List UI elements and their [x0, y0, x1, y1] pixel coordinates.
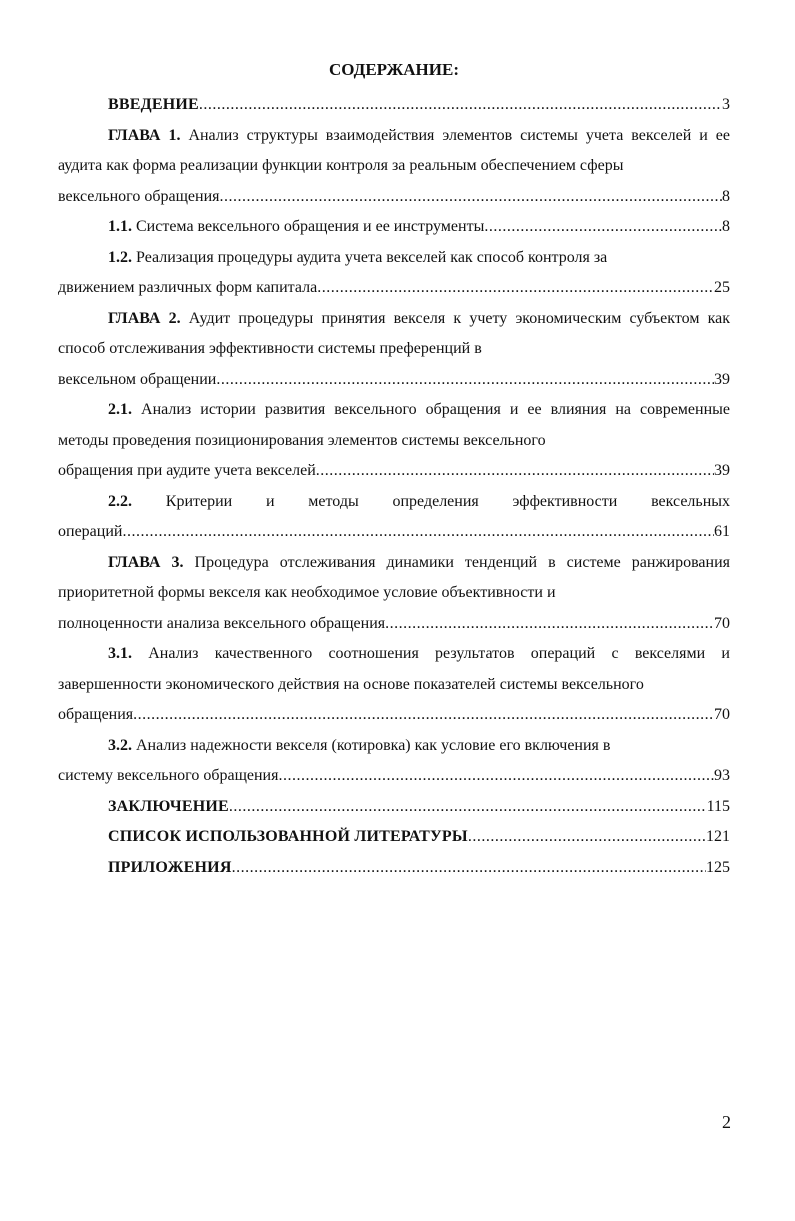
toc-page-number: 39 — [714, 370, 730, 388]
toc-entry-text-block — [58, 121, 730, 182]
leader-dots — [316, 456, 714, 487]
toc-entry-appendix[interactable] — [58, 853, 730, 884]
toc-entry-last-line — [58, 517, 730, 548]
toc-entry-text-block — [58, 731, 730, 762]
chapter-title-tail: вексельном обращении — [58, 370, 217, 388]
toc-entry-last-line — [58, 365, 730, 396]
section-title: Анализ качественного соотношения результатов операций с векселями и завершенности экономического действия на основе показателей системы вексельного — [58, 645, 730, 693]
chapter-title: Аудит процедуры принятия векселя к учету экономическим субъектом как способ отслеживания эффективности системы преференций в — [58, 309, 731, 357]
section-number: 3.2. — [108, 736, 132, 754]
chapter-number: ГЛАВА 1. — [108, 126, 181, 144]
toc-entry-text-block — [58, 395, 730, 456]
toc-entry-text-block — [58, 548, 730, 609]
section-title: Анализ истории развития вексельного обращения и ее влияния на современные методы проведения позиционирования элементов системы вексельного — [58, 401, 730, 449]
section-title: Система вексельного обращения и ее инструменты — [136, 218, 485, 235]
section-number: 2.1. — [108, 401, 132, 418]
toc-entry-text-block — [58, 487, 730, 518]
toc-entry-section-2-2[interactable] — [58, 487, 730, 548]
toc-entry-chapter-2[interactable] — [58, 304, 730, 396]
toc-entry-last-line — [58, 456, 730, 487]
leader-dots — [468, 822, 706, 853]
toc-page-number: 39 — [714, 462, 730, 479]
leader-dots — [199, 90, 722, 121]
toc-page-number: 93 — [714, 767, 730, 784]
toc-entry-text-block — [58, 243, 730, 274]
toc-entry-intro[interactable] — [58, 90, 730, 121]
leader-dots — [216, 365, 714, 396]
leader-dots — [278, 761, 714, 792]
chapter-number: ГЛАВА 2. — [108, 309, 181, 327]
leader-dots — [317, 273, 714, 304]
toc-entry-last-line — [58, 273, 730, 304]
toc-entry-last-line — [58, 182, 730, 213]
toc-entry-chapter-3[interactable] — [58, 548, 730, 640]
section-title-tail: движением различных форм капитала — [58, 279, 318, 296]
section-title-tail: операций — [58, 523, 123, 540]
section-number: 3.1. — [108, 645, 132, 662]
section-number: 1.2. — [108, 248, 132, 266]
leader-dots — [133, 700, 714, 731]
toc-entry-literature[interactable] — [58, 822, 730, 853]
toc-entry-label: СПИСОК ИСПОЛЬЗОВАННОЙ ЛИТЕРАТУРЫ — [108, 828, 468, 845]
chapter-title: Анализ структуры взаимодействия элементов системы учета векселей и ее аудита как форма реализации функции контроля за реальным обеспечением сферы — [58, 126, 730, 174]
toc-page-number: 8 — [722, 187, 730, 205]
section-number: 2.2. — [108, 492, 132, 510]
page-number: 2 — [722, 1112, 731, 1132]
toc-page-number: 121 — [706, 828, 730, 845]
section-title: Реализация процедуры аудита учета векселей как способ контроля за — [136, 248, 608, 266]
leader-dots — [385, 609, 714, 640]
toc-entry-text-block — [58, 304, 730, 365]
toc-entry-section-1-1[interactable] — [58, 212, 730, 243]
toc-entry-last-line — [58, 700, 730, 731]
leader-dots — [220, 182, 723, 213]
toc-page-number: 70 — [714, 614, 730, 632]
chapter-title: Процедура отслеживания динамики тенденций в системе ранжирования приоритетной формы векселя как необходимое условие объективности и — [58, 553, 730, 601]
toc-entry-last-line — [58, 761, 730, 792]
section-title-tail: обращения — [58, 706, 134, 723]
chapter-title-tail: полноценности анализа вексельного обращения — [58, 614, 386, 632]
toc-entry-label — [108, 212, 484, 243]
table-of-contents — [58, 58, 730, 883]
chapter-title-tail: вексельного обращения — [58, 187, 220, 205]
toc-entry-label: ЗАКЛЮЧЕНИЕ — [108, 797, 229, 815]
toc-page-number: 8 — [722, 218, 730, 235]
toc-entry-last-line — [58, 609, 730, 640]
toc-page-number: 61 — [714, 523, 730, 540]
toc-page-number: 3 — [722, 96, 730, 113]
section-title-tail: систему вексельного обращения — [58, 767, 279, 784]
leader-dots — [122, 517, 714, 548]
toc-entry-label: ПРИЛОЖЕНИЯ — [108, 858, 232, 876]
leader-dots — [232, 853, 706, 884]
toc-entry-section-1-2[interactable] — [58, 243, 730, 304]
toc-entry-section-3-2[interactable] — [58, 731, 730, 792]
leader-dots — [229, 792, 707, 823]
section-title-tail: обращения при аудите учета векселей — [58, 462, 316, 479]
toc-title: СОДЕРЖАНИЕ: — [328, 60, 459, 79]
toc-entry-text-block — [58, 639, 730, 700]
toc-page-number: 70 — [714, 706, 730, 723]
toc-entry-chapter-1[interactable] — [58, 121, 730, 213]
toc-entry-label: ВВЕДЕНИЕ — [108, 96, 199, 113]
toc-page-number: 115 — [706, 797, 730, 815]
toc-page-number: 125 — [706, 858, 730, 876]
section-number: 1.1. — [108, 218, 132, 235]
toc-entry-section-2-1[interactable] — [58, 395, 730, 487]
toc-entry-section-3-1[interactable] — [58, 639, 730, 731]
toc-entry-conclusion[interactable] — [58, 792, 730, 823]
toc-page-number: 25 — [714, 279, 730, 296]
leader-dots — [484, 212, 722, 243]
chapter-number: ГЛАВА 3. — [108, 553, 184, 571]
section-title: Критерии и методы определения эффективности вексельных — [165, 492, 731, 510]
section-title: Анализ надежности векселя (котировка) как условие его включения в — [136, 736, 611, 754]
